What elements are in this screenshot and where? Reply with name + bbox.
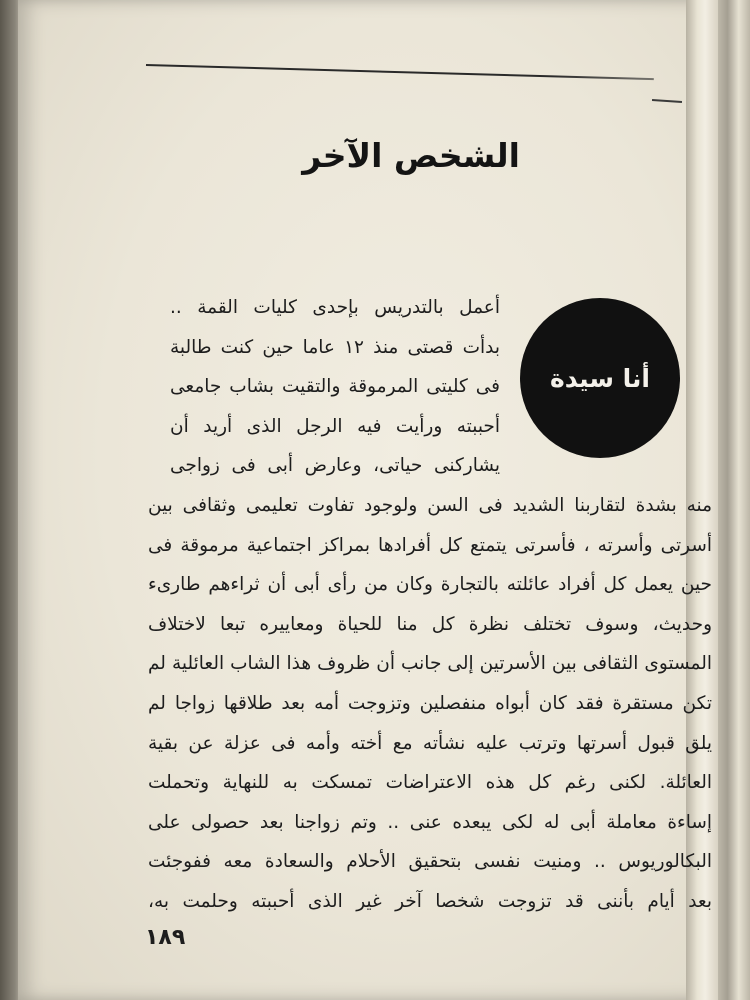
paragraph-opening <box>170 288 500 486</box>
text-line: أسرتى وأسرته ، فأسرتى يتمتع كل أفرادها بمراكز اجتماعية مرموقة فى <box>148 534 712 556</box>
text-line: تكن مستقرة فقد كان أبواه منفصلين وتزوجت أمه بعد طلاقها زواجا لم <box>148 692 712 714</box>
section-badge <box>520 298 680 458</box>
text-line: بدأت قصتى منذ ١٢ عاما حين كنت طالبة <box>170 336 500 358</box>
section-badge-label: أنا سيدة <box>549 363 651 393</box>
page-number: ١٨٩ <box>145 925 186 950</box>
text-line: البكالوريوس .. ومنيت نفسى بتحقيق الأحلام والسعادة معه ففوجئت <box>148 851 712 873</box>
text-line: يلق قبول أسرتها وترتب عليه نشأته مع أخته وأمه فى عزلة عن بقية <box>148 732 712 754</box>
text-line: بعد أيام بأننى قد تزوجت شخصا آخر غير الذى أحببته وحلمت به، <box>148 890 712 912</box>
text-line: إساءة معاملة أبى له لكى يبعده عنى .. وتم زواجنا بعد حصولى على <box>148 811 712 833</box>
text-line: أعمل بالتدريس بإحدى كليات القمة .. <box>170 297 500 318</box>
text-line: العائلة. لكنى رغم كل هذه الاعتراضات تمسكت به للنهاية وتحملت <box>148 772 712 794</box>
text-line: أحببته ورأيت فيه الرجل الذى أريد أن <box>170 415 500 437</box>
text-line: المستوى الثقافى بين الأسرتين إلى جانب أن ظروف هذا الشاب العائلية لم <box>148 653 712 675</box>
chapter-title: الشخص الآخر <box>302 136 520 175</box>
paragraph-continued <box>148 486 712 922</box>
text-line: حين يعمل كل أفراد عائلته بالتجارة وكان من رأى أبى أن ثراءهم طارىء <box>148 574 712 596</box>
text-line: فى كليتى المرموقة والتقيت بشاب جامعى <box>170 376 500 398</box>
text-line: يشاركنى حياتى، وعارض أبى فى زواجى <box>170 455 500 477</box>
text-line: وحديث، وسوف تختلف نظرة كل منا للحياة ومعاييره تبعا لاختلاف <box>148 613 712 635</box>
text-line: منه بشدة لتقاربنا الشديد فى السن ولوجود تفاوت تعليمى وثقافى بين <box>148 495 712 516</box>
